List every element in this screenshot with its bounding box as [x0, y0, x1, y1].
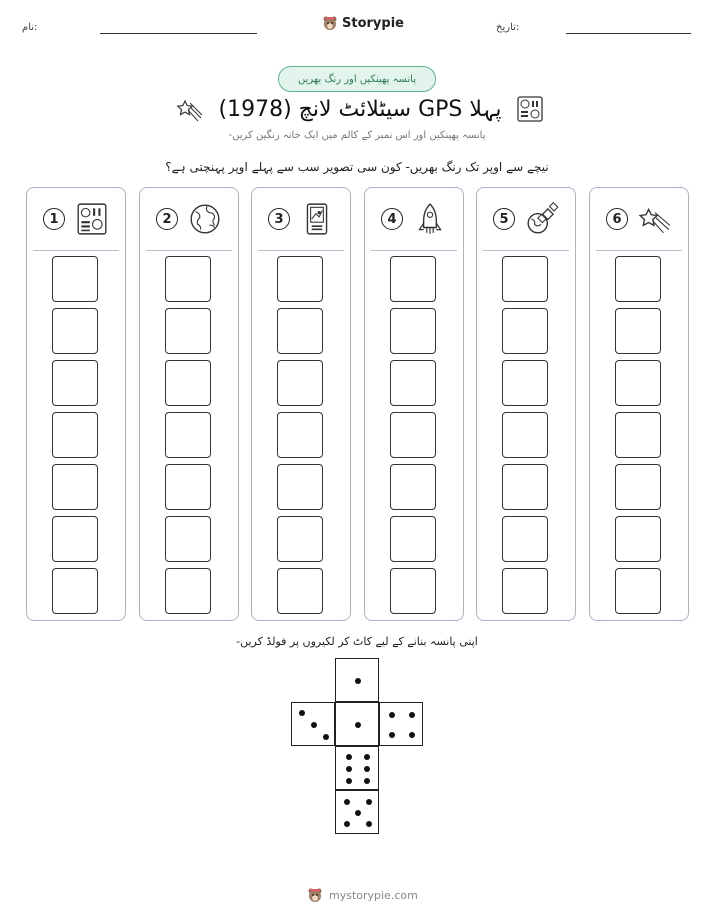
race-column-6: [589, 187, 689, 621]
control-panel-icon: [75, 202, 109, 236]
color-cell[interactable]: [52, 568, 98, 614]
fold-instruction: اپنی پانسہ بنانے کے لیے کاٹ کر لکیروں پر فولڈ کریں-: [236, 635, 478, 648]
page-subtitle: پانسہ پھینکیں اور اس نمبر کے کالم میں ایک خانہ رنگین کریں-: [228, 130, 486, 141]
color-cell[interactable]: [615, 256, 661, 302]
color-cell[interactable]: [502, 256, 548, 302]
column-number: 6: [606, 208, 628, 230]
color-cell[interactable]: [277, 256, 323, 302]
race-column-4: [364, 187, 464, 621]
color-cell[interactable]: [165, 568, 211, 614]
die-pip: [323, 734, 329, 740]
column-cells: [52, 256, 100, 620]
column-divider: [146, 250, 232, 251]
race-column-3: [251, 187, 351, 621]
column-header: [27, 188, 125, 250]
name-line: [100, 33, 257, 34]
column-divider: [33, 250, 119, 251]
column-cells: [390, 256, 438, 620]
color-cell[interactable]: [52, 412, 98, 458]
storypie-logo: [322, 12, 404, 34]
page-title: پہلا GPS سیٹلائٹ لانچ (1978): [218, 96, 502, 122]
die-pip: [355, 678, 361, 684]
die-pip: [346, 778, 352, 784]
name-label: نام:: [22, 22, 38, 33]
die-pip: [366, 821, 372, 827]
die-pip: [389, 712, 395, 718]
die-pip: [364, 778, 370, 784]
column-cells: [165, 256, 213, 620]
shooting-star-icon: [638, 202, 672, 236]
die-pip: [299, 710, 305, 716]
column-number: 4: [381, 208, 403, 230]
column-header: [477, 188, 575, 250]
die-pip: [346, 754, 352, 760]
color-cell[interactable]: [615, 464, 661, 510]
column-cells: [277, 256, 325, 620]
earth-globe-icon: [188, 202, 222, 236]
color-cell[interactable]: [52, 256, 98, 302]
die-pip: [355, 722, 361, 728]
color-cell[interactable]: [165, 412, 211, 458]
color-cell[interactable]: [52, 360, 98, 406]
die-pip: [355, 810, 361, 816]
color-cell[interactable]: [277, 516, 323, 562]
column-header: [252, 188, 350, 250]
color-cell[interactable]: [390, 464, 436, 510]
die-pip: [409, 732, 415, 738]
column-header: [140, 188, 238, 250]
color-cell[interactable]: [502, 516, 548, 562]
brand-name: Storypie: [342, 15, 404, 31]
color-cell[interactable]: [615, 568, 661, 614]
color-cell[interactable]: [390, 568, 436, 614]
color-cell[interactable]: [615, 308, 661, 354]
die-face-5: [335, 790, 379, 834]
color-cell[interactable]: [277, 308, 323, 354]
column-header: [590, 188, 688, 250]
color-cell[interactable]: [502, 360, 548, 406]
die-face-6: [335, 746, 379, 790]
footer: [307, 884, 418, 906]
color-cell[interactable]: [615, 412, 661, 458]
color-cell[interactable]: [165, 360, 211, 406]
die-pip: [366, 799, 372, 805]
color-cell[interactable]: [277, 568, 323, 614]
color-cell[interactable]: [277, 464, 323, 510]
die-face-4: [379, 702, 423, 746]
color-cell[interactable]: [502, 308, 548, 354]
die-pip: [364, 754, 370, 760]
die-pip: [346, 766, 352, 772]
shooting-star-icon: [176, 95, 204, 123]
die-pip: [364, 766, 370, 772]
color-cell[interactable]: [390, 412, 436, 458]
bear-mascot-icon: [307, 887, 323, 903]
color-cell[interactable]: [52, 308, 98, 354]
color-cell[interactable]: [165, 256, 211, 302]
die-face-1: [335, 658, 379, 702]
gps-device-icon: [300, 202, 334, 236]
race-column-2: [139, 187, 239, 621]
race-column-1: [26, 187, 126, 621]
column-number: 2: [156, 208, 178, 230]
die-face-3: [291, 702, 335, 746]
column-divider: [371, 250, 457, 251]
race-column-5: [476, 187, 576, 621]
date-line: [566, 33, 691, 34]
die-pip: [389, 732, 395, 738]
color-cell[interactable]: [502, 464, 548, 510]
satellite-icon: [525, 202, 559, 236]
column-header: [365, 188, 463, 250]
color-cell[interactable]: [165, 516, 211, 562]
control-panel-icon: [516, 95, 544, 123]
color-cell[interactable]: [502, 568, 548, 614]
color-cell[interactable]: [390, 256, 436, 302]
column-cells: [502, 256, 550, 620]
die-pip: [344, 799, 350, 805]
color-cell[interactable]: [52, 516, 98, 562]
color-cell[interactable]: [390, 516, 436, 562]
color-cell[interactable]: [390, 360, 436, 406]
column-number: 5: [493, 208, 515, 230]
bear-mascot-icon: [322, 15, 338, 31]
color-cell[interactable]: [615, 360, 661, 406]
color-cell[interactable]: [277, 412, 323, 458]
activity-pill: پانسہ پھینکیں اور رنگ بھریں: [278, 66, 436, 92]
color-cell[interactable]: [165, 464, 211, 510]
title-row: [150, 92, 570, 126]
die-pip: [311, 722, 317, 728]
column-cells: [615, 256, 663, 620]
die-pip: [409, 712, 415, 718]
color-cell[interactable]: [502, 412, 548, 458]
rocket-icon: [413, 202, 447, 236]
die-pip: [344, 821, 350, 827]
color-cell[interactable]: [277, 360, 323, 406]
column-divider: [483, 250, 569, 251]
column-divider: [258, 250, 344, 251]
footer-url: mystorypie.com: [329, 888, 418, 902]
date-label: تاریخ:: [496, 22, 520, 33]
color-cell[interactable]: [615, 516, 661, 562]
color-cell[interactable]: [165, 308, 211, 354]
color-cell[interactable]: [390, 308, 436, 354]
column-divider: [596, 250, 682, 251]
color-cell[interactable]: [52, 464, 98, 510]
race-question: نیچے سے اوپر تک رنگ بھریں- کون سی تصویر سب سے پہلے اوپر پہنچتی ہے؟: [165, 160, 549, 174]
column-number: 3: [268, 208, 290, 230]
die-face-1: [335, 702, 379, 746]
column-number: 1: [43, 208, 65, 230]
